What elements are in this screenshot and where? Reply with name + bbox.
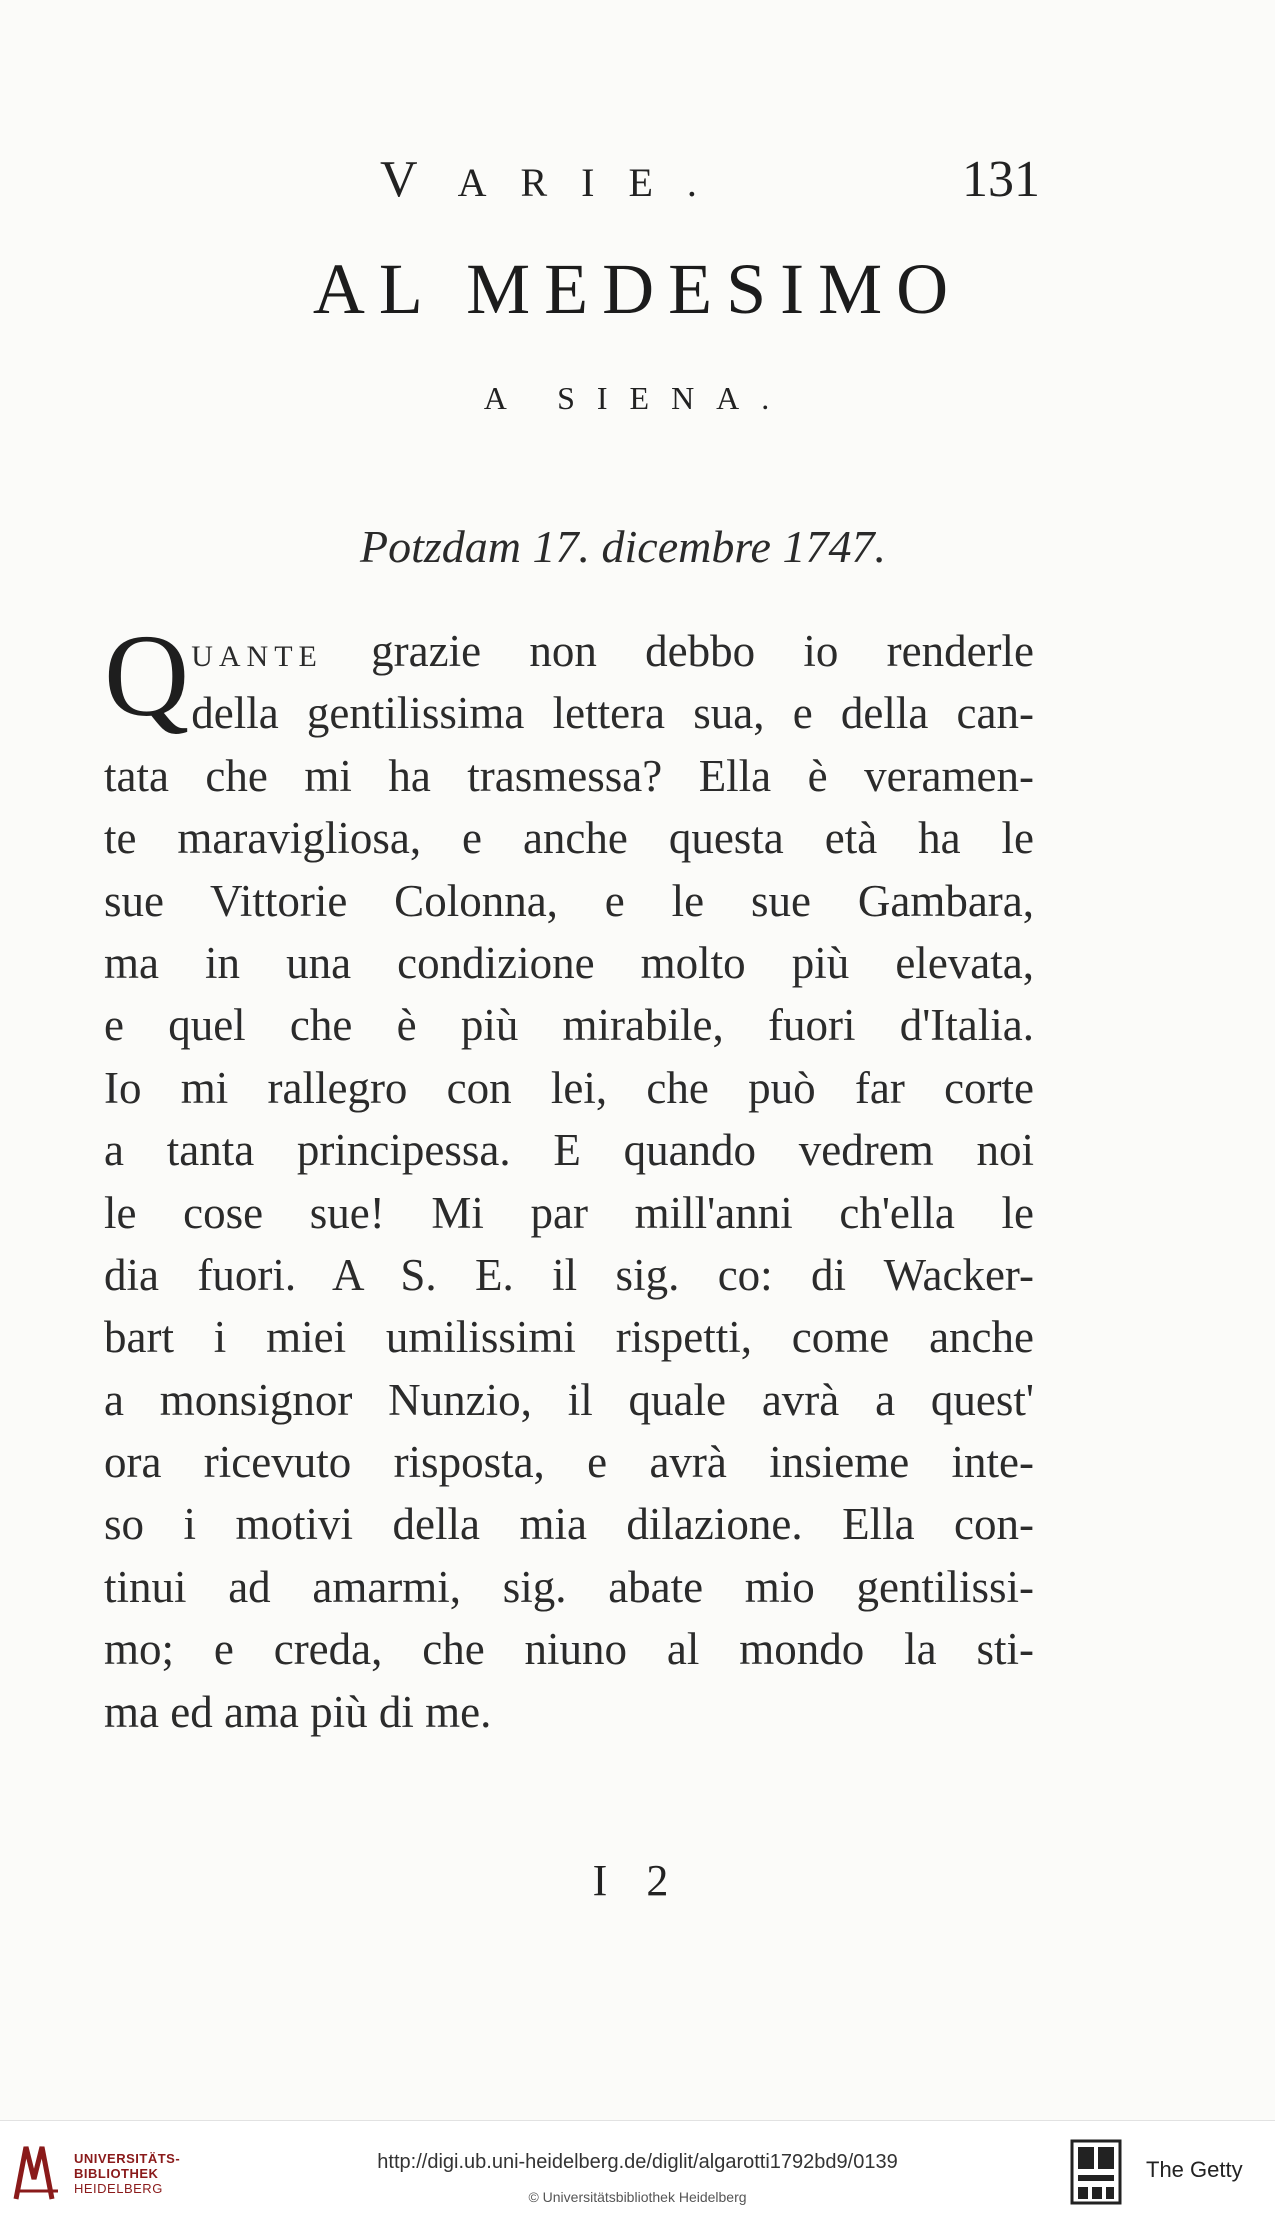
letter-line: bart i miei umilissimi rispetti, come anche [104,1312,1034,1363]
page-number: 131 [962,151,1040,208]
letter-line: della gentilissima lettera sua, e della can- [191,688,1034,739]
letter-line: ma in una condizione molto più elevata, [104,937,1034,988]
letter-line: a tanta principessa. E quando vedrem noi [104,1125,1034,1176]
letter-subheading: A SIENA. [483,380,792,416]
getty-name: The Getty [1146,2157,1243,2182]
copyright-notice: © Universitätsbibliothek Heidelberg [528,2189,747,2205]
letter-line: tinui ad amarmi, sig. abate mio gentilissi- [104,1561,1034,1612]
dateline: Potzdam 17. dicembre 1747. [360,521,886,572]
library-name: UNIVERSITÄTS- BIBLIOTHEK HEIDELBERG [74,2151,181,2196]
letter-line: e quel che è più mirabile, fuori d'Italia. [104,1000,1034,1051]
letter-line: te maravigliosa, e anche questa età ha le [104,813,1034,864]
getty-logo-icon [1070,2139,1122,2205]
letter-body [104,610,1035,1743]
letter-line: UANTE grazie non debbo io renderle [191,626,1035,676]
letter-line: le cose sue! Mi par mill'anni ch'ella le [104,1187,1034,1238]
running-head-title: VARIE. [380,151,731,208]
letter-line: ma ed ama più di me. [104,1686,492,1737]
letter-line: tata che mi ha trasmessa? Ella è veramen- [104,750,1034,801]
running-head [380,150,1040,210]
letter-line: so i motivi della mia dilazione. Ella con- [104,1499,1034,1550]
drop-cap: Q [104,610,190,741]
letter-line: sue Vittorie Colonna, e le sue Gambara, [104,875,1034,926]
letter-line: dia fuori. A S. E. il sig. co: di Wacker- [104,1249,1034,1300]
letter-line: ora ricevuto risposta, e avrà insieme inte- [104,1437,1034,1488]
viewer-footer [0,2120,1275,2225]
letter-line: a monsignor Nunzio, il quale avrà a quest' [104,1374,1034,1425]
letter-line: mo; e creda, che niuno al mondo la sti- [104,1624,1034,1675]
first-word-smallcaps: UANTE [191,640,323,673]
signature-mark: I 2 [592,1856,683,1905]
letter-heading: AL MEDESIMO [312,249,963,329]
permalink-url[interactable]: http://digi.ub.uni-heidelberg.de/diglit/algarotti1792bd9/0139 [377,2151,898,2173]
letter-line: Io mi rallegro con lei, che può far corte [104,1062,1034,1113]
